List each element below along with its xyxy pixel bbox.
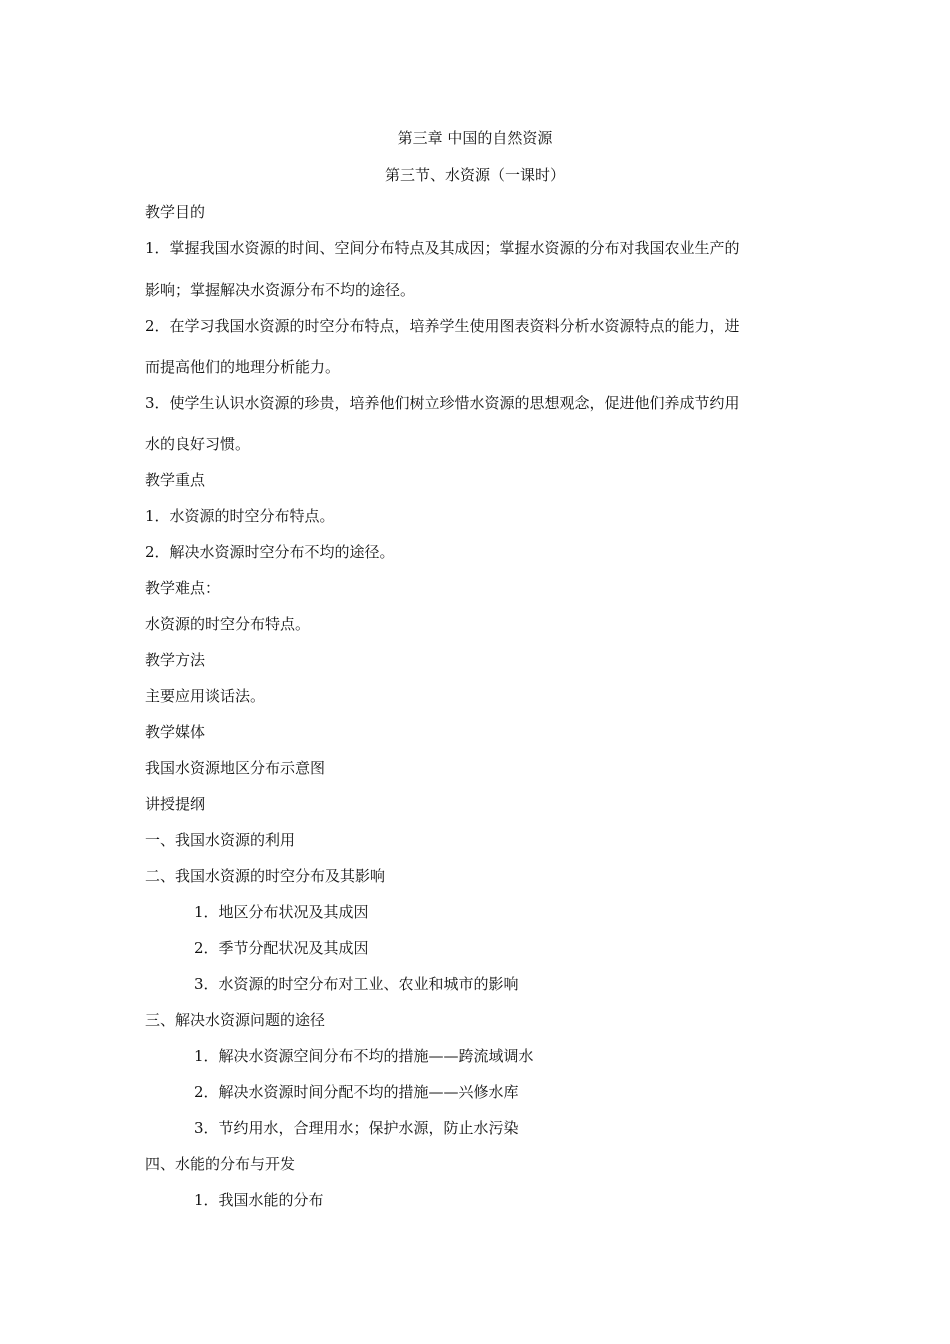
key-point-1: 1．水资源的时空分布特点。 (145, 507, 335, 525)
outline-section-2-item-1: 1．地区分布状况及其成因 (194, 903, 369, 921)
outline-heading: 讲授提纲 (145, 795, 206, 813)
section-title: 第三节、水资源（一课时） (384, 166, 565, 184)
outline-section-3-item-2: 2．解决水资源时间分配不均的措施——兴修水库 (194, 1083, 519, 1101)
objective-3-line-2: 水的良好习惯。 (145, 435, 251, 453)
chapter-title: 第三章 中国的自然资源 (397, 129, 553, 147)
outline-section-4-item-1: 1．我国水能的分布 (194, 1191, 324, 1209)
outline-section-2-item-2: 2．季节分配状况及其成因 (194, 939, 369, 957)
outline-section-4: 四、水能的分布与开发 (145, 1155, 296, 1173)
objective-2-line-1: 2．在学习我国水资源的时空分布特点，培养学生使用图表资料分析水资源特点的能力，进 (145, 317, 740, 335)
outline-section-2: 二、我国水资源的时空分布及其影响 (145, 867, 386, 885)
difficulty-heading: 教学难点： (145, 579, 221, 597)
outline-section-3-item-1: 1．解决水资源空间分布不均的措施——跨流域调水 (194, 1047, 534, 1065)
method-text: 主要应用谈话法。 (145, 687, 266, 705)
outline-section-2-item-3: 3．水资源的时空分布对工业、农业和城市的影响 (194, 975, 519, 993)
method-heading: 教学方法 (145, 651, 206, 669)
key-point-2: 2．解决水资源时空分布不均的途径。 (145, 543, 395, 561)
media-heading: 教学媒体 (145, 723, 206, 741)
media-text: 我国水资源地区分布示意图 (145, 759, 326, 777)
outline-section-3: 三、解决水资源问题的途径 (145, 1011, 326, 1029)
outline-section-1: 一、我国水资源的利用 (145, 831, 296, 849)
objective-1-line-1: 1．掌握我国水资源的时间、空间分布特点及其成因；掌握水资源的分布对我国农业生产的 (145, 239, 740, 257)
difficulty-text: 水资源的时空分布特点。 (145, 615, 311, 633)
objective-2-line-2: 而提高他们的地理分析能力。 (145, 358, 341, 376)
objective-3-line-1: 3．使学生认识水资源的珍贵，培养他们树立珍惜水资源的思想观念，促进他们养成节约用 (145, 394, 740, 412)
key-points-heading: 教学重点 (145, 471, 206, 489)
objectives-heading: 教学目的 (145, 203, 206, 221)
objective-1-line-2: 影响；掌握解决水资源分布不均的途径。 (145, 281, 416, 299)
outline-section-3-item-3: 3．节约用水，合理用水；保护水源，防止水污染 (194, 1119, 519, 1137)
